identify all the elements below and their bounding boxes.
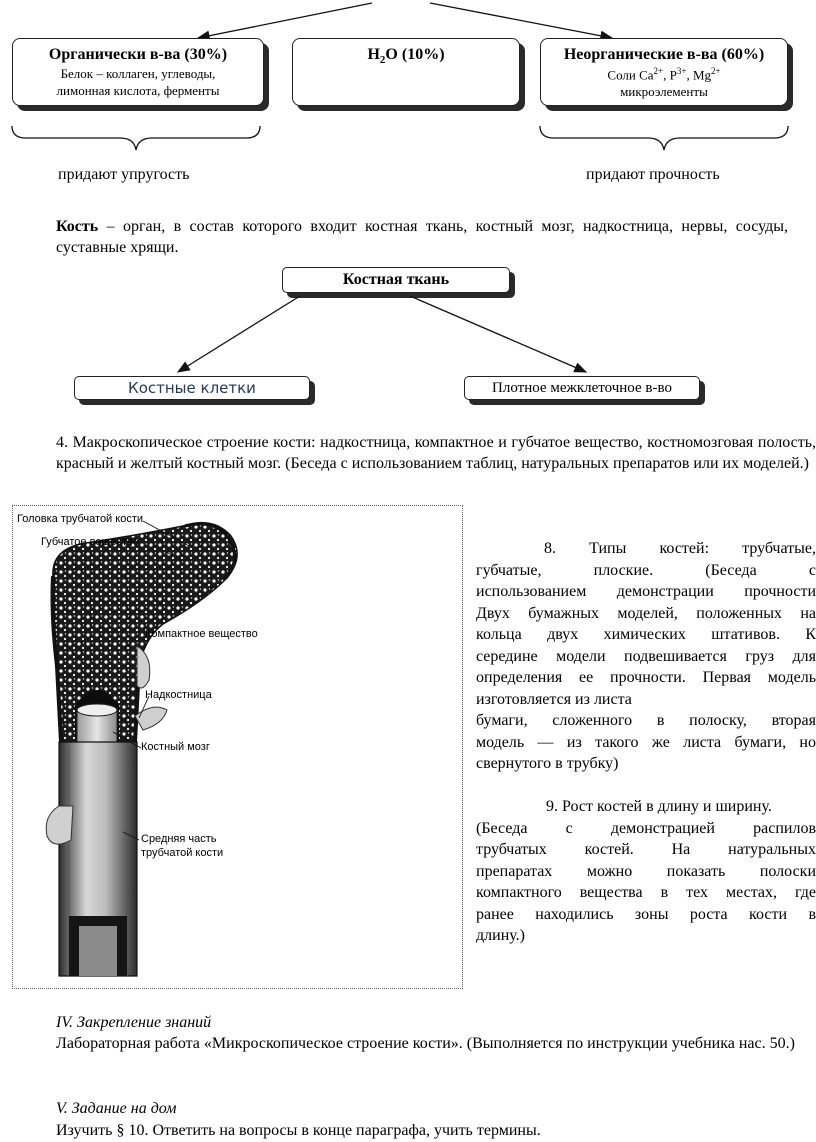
item9-line: компактного вещества в тех местах, где xyxy=(476,884,816,901)
item8-line: 8. Типы костей: трубчатые, xyxy=(544,540,816,557)
organic-title: Органически в-ва (30%) xyxy=(48,46,228,63)
section4-text: Лабораторная работа «Микроскопическое строение кости». (Выполняется по инструкции учебника нас. 50.) xyxy=(56,1035,795,1052)
item9-line: 9. Рост костей в длину и ширину. xyxy=(546,798,772,815)
inorganic-title: Неорганические в-ва (60%) xyxy=(563,46,765,63)
organic-substances-box xyxy=(12,38,264,106)
inorganic-line2: микроэлементы xyxy=(620,84,708,100)
label-middle-part-1: Средняя часть xyxy=(141,833,217,845)
item9-paragraph xyxy=(476,796,816,947)
label-compact: Компактное вещество xyxy=(145,628,258,640)
section5-heading: V. Задание на дом xyxy=(56,1100,177,1117)
bone-cells-box xyxy=(74,376,310,400)
item9-line: ранее находились зоны роста кости в xyxy=(476,905,816,923)
water-box xyxy=(292,38,520,106)
bone-definition xyxy=(56,216,788,258)
item8-paragraph xyxy=(476,538,816,775)
label-bone-head: Головка трубчатой кости xyxy=(17,513,143,525)
item8-line: определения ее прочности. Первая модель xyxy=(476,669,816,686)
water-title: $H_2O$ (10%) xyxy=(367,46,445,67)
organic-line2: лимонная кислота, ферменты xyxy=(56,82,220,98)
item8-line: модель — из такого же листа бумаги, но xyxy=(476,733,816,751)
item4-paragraph: 4. Макроскопическое строение кости: надкостница, компактное и губчатое вещество, костномозговая полость, красный и желтый костный мозг. (Беседа с использованием таблиц, натуральных препаратов или их моделей.) xyxy=(56,434,816,472)
caption-strength: придают прочность xyxy=(586,166,720,183)
bone-definition-text: – орган, в состав которого входит костная ткань, костный мозг, надкостница, нервы, сосуды, суставные хрящи. xyxy=(56,218,788,256)
bone-tissue-title: Костная ткань xyxy=(342,271,450,288)
item8-line: свернутого в трубку) xyxy=(476,755,619,772)
item8-line: Двух бумажных моделей, положенных на xyxy=(476,604,816,622)
bone-structure-figure xyxy=(12,505,463,989)
label-marrow: Костный мозг xyxy=(141,741,210,753)
item9-line: (Беседа с демонстрацией распилов xyxy=(476,819,816,837)
item8-line: использованием демонстрации прочности xyxy=(476,583,816,600)
inorganic-substances-box xyxy=(540,38,788,106)
label-periosteum: Надкостница xyxy=(145,689,212,701)
item9-line: препаратах можно показать полоски xyxy=(476,862,816,880)
inorganic-salts: Соли $Ca^{2+}$, $P^{3+}$, $Mg^{2+}$ xyxy=(607,65,721,83)
item9-line: длину.) xyxy=(476,927,525,944)
bone-cells-title: Костные клетки xyxy=(128,379,256,397)
organic-line1: Белок – коллаген, углеводы, xyxy=(60,65,216,81)
bone-term: Кость xyxy=(56,218,99,235)
section5-text: Изучить § 10. Ответить на вопросы в конце параграфа, учить термины. xyxy=(56,1122,541,1139)
item8-line: губчатые, плоские. (Беседа с xyxy=(476,561,816,579)
label-middle-part-2: трубчатой кости xyxy=(141,847,224,859)
intercellular-title: Плотное межклеточное в-во xyxy=(492,380,672,396)
item8-line: бумаги, сложенного в полоску, вторая xyxy=(476,712,816,729)
item8-line: изготовляется из листа xyxy=(476,690,632,708)
section4-heading: IV. Закрепление знаний xyxy=(56,1014,212,1031)
item8-line: середине модели подвешивается груз для xyxy=(476,647,816,665)
label-spongy: Губчатое вещество xyxy=(41,536,139,548)
right-brace xyxy=(538,124,790,154)
item9-line: трубчатых костей. На натуральных xyxy=(476,841,816,858)
left-brace xyxy=(10,124,262,154)
intercellular-substance-box xyxy=(464,376,700,400)
item8-line: кольца двух химических штативов. К xyxy=(476,626,816,643)
tissue-arrows xyxy=(0,290,816,380)
caption-elasticity: придают упругость xyxy=(58,166,190,183)
long-bone-illustration xyxy=(13,506,464,990)
